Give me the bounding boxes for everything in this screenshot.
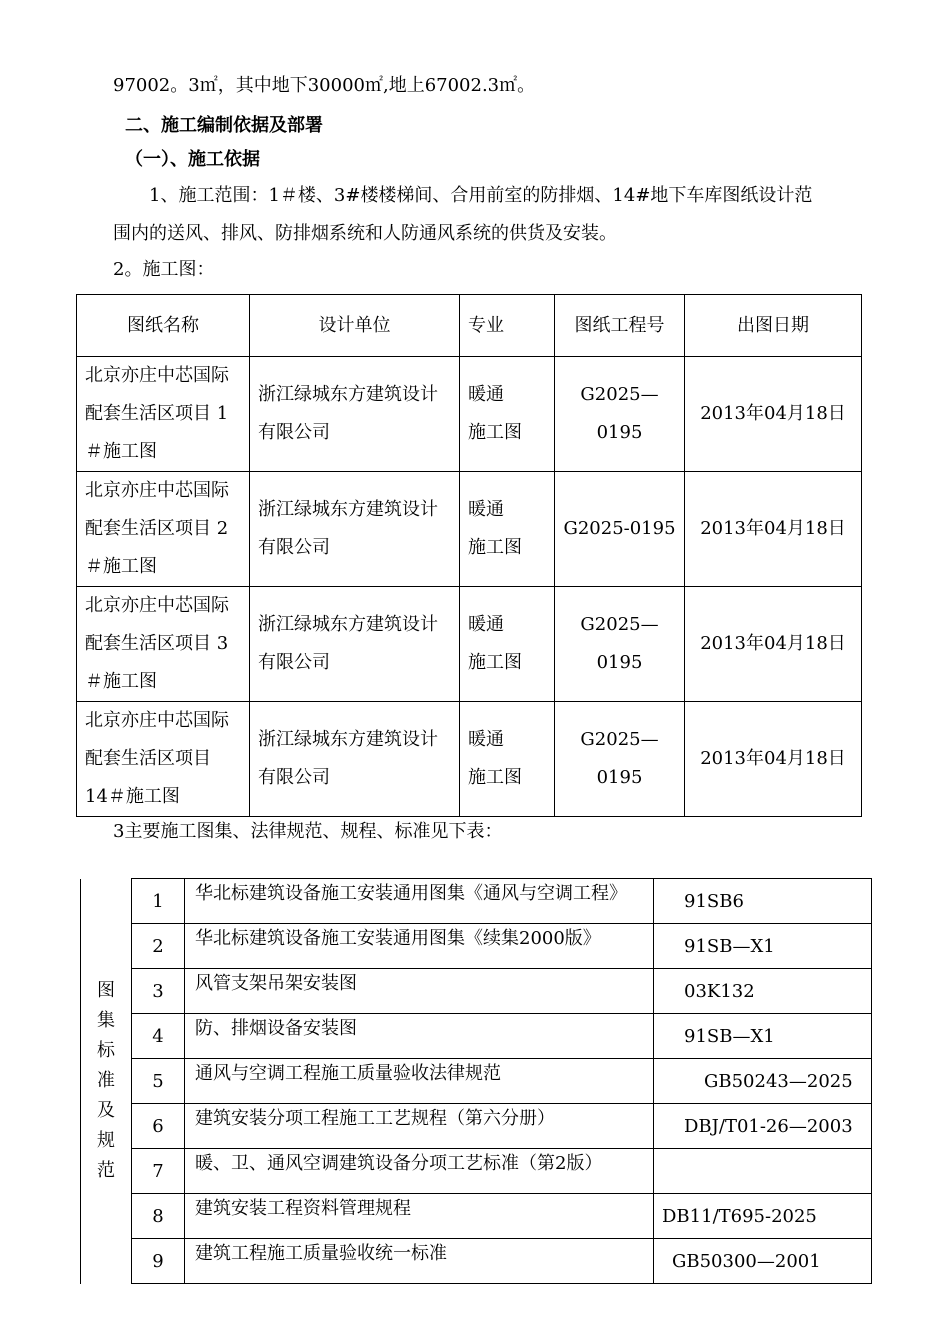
item1-line2: 围内的送风、排风、防排烟系统和人防通风系统的供货及安装。 <box>113 223 617 244</box>
row-number: 5 <box>132 1059 185 1104</box>
standard-name: 建筑安装工程资料管理规程 <box>185 1194 654 1239</box>
design-unit-cell: 浙江绿城东方建筑设计 有限公司 <box>250 472 460 587</box>
standard-name: 防、排烟设备安装图 <box>185 1014 654 1059</box>
row-number: 1 <box>132 879 185 924</box>
design-unit-cell: 浙江绿城东方建筑设计 有限公司 <box>250 702 460 817</box>
table-row <box>81 1104 872 1149</box>
standard-code: 91SB—X1 <box>654 1014 872 1059</box>
standard-name: 风管支架吊架安装图 <box>185 969 654 1014</box>
table-row <box>77 472 862 587</box>
standard-name: 暖、卫、通风空调建筑设备分项工艺标准（第2版） <box>185 1149 654 1194</box>
major-cell: 暖通 施工图 <box>460 472 555 587</box>
intro-line: 97002。3㎡，其中地下30000㎡,地上67002.3㎡。 <box>113 75 536 96</box>
standards-table <box>80 878 872 1284</box>
issue-date-cell: 2013年04月18日 <box>685 587 862 702</box>
standard-code: 03K132 <box>654 969 872 1014</box>
standard-name: 华北标建筑设备施工安装通用图集《通风与空调工程》 <box>185 879 654 924</box>
standard-code: GB50300—2001 <box>654 1239 872 1284</box>
item1-line1: 1、施工范围：1＃楼、3#楼楼梯间、合用前室的防排烟、14#地下车库图纸设计范 <box>149 185 813 206</box>
standards-side-label: 图集标准及规范 <box>81 879 132 1284</box>
row-number: 2 <box>132 924 185 969</box>
issue-date-cell: 2013年04月18日 <box>685 472 862 587</box>
row-number: 3 <box>132 969 185 1014</box>
standard-name: 建筑工程施工质量验收统一标准 <box>185 1239 654 1284</box>
drawing-name-cell: 北京亦庄中芯国际 配套生活区项目 3 ＃施工图 <box>77 587 250 702</box>
table-row <box>77 357 862 472</box>
header-project-code: 图纸工程号 <box>555 295 685 357</box>
design-unit-cell: 浙江绿城东方建筑设计 有限公司 <box>250 587 460 702</box>
item3-label: 3主要施工图集、法律规范、规程、标准见下表： <box>113 821 503 842</box>
row-number: 4 <box>132 1014 185 1059</box>
table-row <box>81 1239 872 1284</box>
standard-code: 91SB6 <box>654 879 872 924</box>
drawing-name-cell: 北京亦庄中芯国际 配套生活区项目 14＃施工图 <box>77 702 250 817</box>
row-number: 9 <box>132 1239 185 1284</box>
table-row <box>81 1194 872 1239</box>
standard-code: 91SB—X1 <box>654 924 872 969</box>
sub-heading: （一）、施工依据 <box>125 149 260 170</box>
table-row <box>77 587 862 702</box>
table-row <box>81 924 872 969</box>
issue-date-cell: 2013年04月18日 <box>685 357 862 472</box>
drawing-name-cell: 北京亦庄中芯国际 配套生活区项目 2 ＃施工图 <box>77 472 250 587</box>
header-design-unit: 设计单位 <box>250 295 460 357</box>
drawings-table-header <box>77 295 862 357</box>
project-code-cell: G2025—0195 <box>555 587 685 702</box>
drawing-name-cell: 北京亦庄中芯国际 配套生活区项目 1 ＃施工图 <box>77 357 250 472</box>
table-row <box>81 879 872 924</box>
table-row <box>81 1014 872 1059</box>
standard-code: DB11/T695-2025 <box>654 1194 872 1239</box>
project-code-cell: G2025-0195 <box>555 472 685 587</box>
row-number: 8 <box>132 1194 185 1239</box>
standard-code: GB50243—2025 <box>654 1059 872 1104</box>
table-row <box>81 1149 872 1194</box>
standard-name: 通风与空调工程施工质量验收法律规范 <box>185 1059 654 1104</box>
major-cell: 暖通 施工图 <box>460 702 555 817</box>
project-code-cell: G2025—0195 <box>555 702 685 817</box>
row-number: 6 <box>132 1104 185 1149</box>
drawings-table <box>76 294 862 817</box>
table-row <box>77 702 862 817</box>
header-major: 专业 <box>460 295 555 357</box>
table-row <box>81 969 872 1014</box>
major-cell: 暖通 施工图 <box>460 357 555 472</box>
header-drawing-name: 图纸名称 <box>77 295 250 357</box>
standard-code: DBJ/T01-26—2003 <box>654 1104 872 1149</box>
header-issue-date: 出图日期 <box>685 295 862 357</box>
item2-label: 2。施工图： <box>113 259 215 280</box>
standard-code <box>654 1149 872 1194</box>
section-heading: 二、施工编制依据及部署 <box>125 115 323 136</box>
standard-name: 华北标建筑设备施工安装通用图集《续集2000版》 <box>185 924 654 969</box>
issue-date-cell: 2013年04月18日 <box>685 702 862 817</box>
table-row <box>81 1059 872 1104</box>
major-cell: 暖通 施工图 <box>460 587 555 702</box>
design-unit-cell: 浙江绿城东方建筑设计 有限公司 <box>250 357 460 472</box>
row-number: 7 <box>132 1149 185 1194</box>
project-code-cell: G2025—0195 <box>555 357 685 472</box>
standard-name: 建筑安装分项工程施工工艺规程（第六分册） <box>185 1104 654 1149</box>
